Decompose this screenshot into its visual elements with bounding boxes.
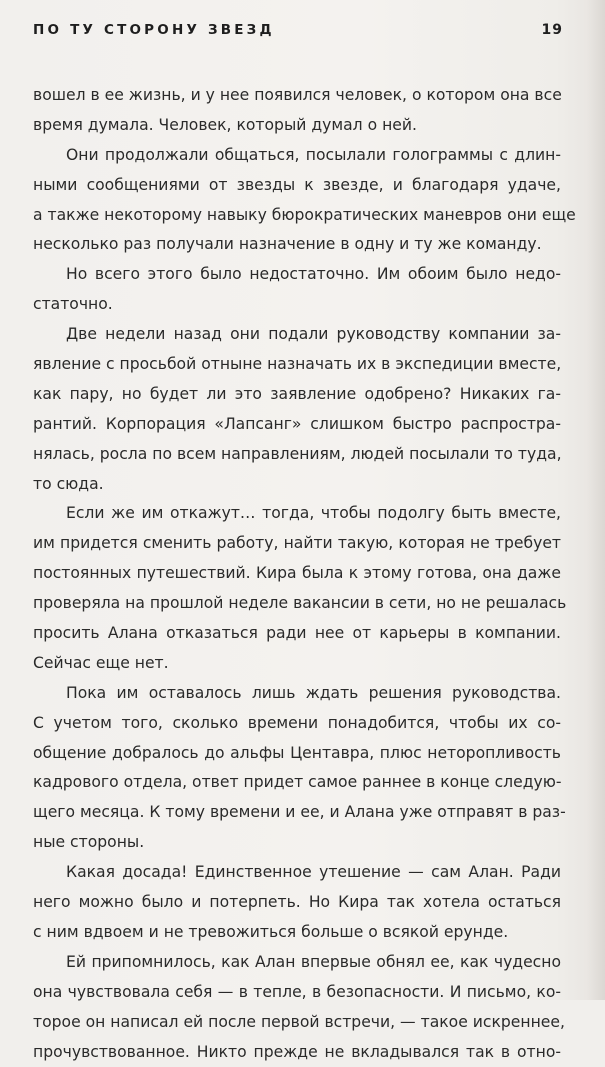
running-title: ПО ТУ СТОРОНУ ЗВЕЗД — [33, 22, 275, 38]
text-line: а также некоторому навыку бюрократических маневров они еще — [33, 201, 561, 231]
page-header — [33, 22, 563, 44]
text-line: Они продолжали общаться, посылали голограммы с длин- — [33, 141, 561, 171]
text-line: то сюда. — [33, 470, 561, 500]
text-line: С учетом того, сколько времени понадобится, чтобы их со- — [33, 709, 561, 739]
text-line: Две недели назад они подали руководству компании за- — [33, 320, 561, 350]
text-line: с ним вдвоем и не тревожиться больше о всякой ерунде. — [33, 918, 561, 948]
text-line: него можно было и потерпеть. Но Кира так хотела остаться — [33, 888, 561, 918]
text-line: рантий. Корпорация «Лапсанг» слишком быстро распростра- — [33, 410, 561, 440]
text-line: кадрового отдела, ответ придет самое раннее в конце следую- — [33, 768, 561, 798]
text-line: общение добралось до альфы Центавра, плюс неторопливость — [33, 739, 561, 769]
text-line: прочувствованное. Никто прежде не вкладывался так в отно- — [33, 1038, 561, 1067]
text-line: проверяла на прошлой неделе вакансии в сети, но не решалась — [33, 589, 561, 619]
text-line: ные стороны. — [33, 828, 561, 858]
text-line: постоянных путешествий. Кира была к этому готова, она даже — [33, 559, 561, 589]
text-line: им придется сменить работу, найти такую, которая не требует — [33, 529, 561, 559]
text-line: явление с просьбой отныне назначать их в экспедиции вместе, — [33, 350, 561, 380]
text-line: ными сообщениями от звезды к звезде, и благодаря удаче, — [33, 171, 561, 201]
text-line: щего месяца. К тому времени и ее, и Алана уже отправят в раз- — [33, 798, 561, 828]
page-edge-shadow — [587, 0, 605, 1000]
body-text — [33, 81, 561, 1067]
text-line: несколько раз получали назначение в одну и ту же команду. — [33, 230, 561, 260]
text-line: Пока им оставалось лишь ждать решения руководства. — [33, 679, 561, 709]
text-line: статочно. — [33, 290, 561, 320]
text-line: просить Алана отказаться ради нее от карьеры в компании. — [33, 619, 561, 649]
text-line: как пару, но будет ли это заявление одобрено? Никаких га- — [33, 380, 561, 410]
page-number: 19 — [542, 22, 563, 38]
text-line: Но всего этого было недостаточно. Им обоим было недо- — [33, 260, 561, 290]
text-line: Сейчас еще нет. — [33, 649, 561, 679]
text-line: Если же им откажут… тогда, чтобы подолгу быть вместе, — [33, 499, 561, 529]
text-line: время думала. Человек, который думал о ней. — [33, 111, 561, 141]
text-line: Какая досада! Единственное утешение — сам Алан. Ради — [33, 858, 561, 888]
text-line: нялась, росла по всем направлениям, людей посылали то туда, — [33, 440, 561, 470]
text-line: Ей припомнилось, как Алан впервые обнял ее, как чудесно — [33, 948, 561, 978]
text-line: она чувствовала себя — в тепле, в безопасности. И письмо, ко- — [33, 978, 561, 1008]
text-line: вошел в ее жизнь, и у нее появился человек, о котором она все — [33, 81, 561, 111]
text-line: торое он написал ей после первой встречи, — такое искреннее, — [33, 1008, 561, 1038]
